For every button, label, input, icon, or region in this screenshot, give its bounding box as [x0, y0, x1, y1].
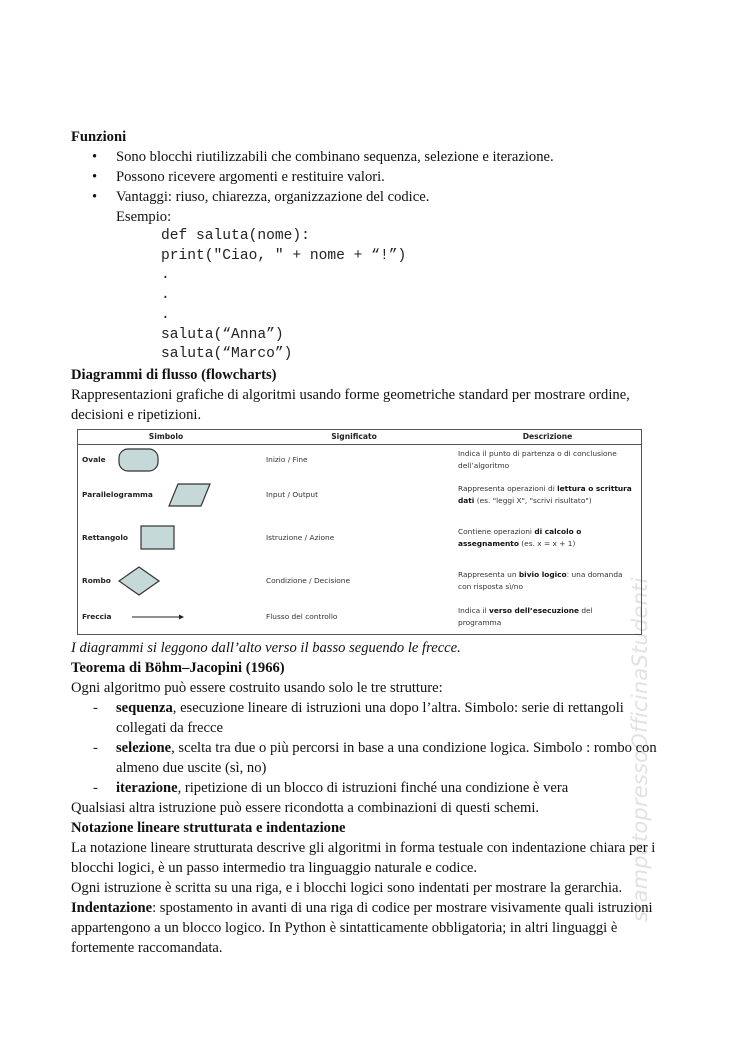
funzioni-bullet-list — [71, 147, 676, 207]
notazione-paragraph-1: La notazione lineare strutturata descrive gli algoritmi in forma testuale con indentazione chiara per i blocchi logici, è un passo intermedio tra linguaggio naturale e codice. — [71, 839, 656, 876]
code-line: . — [161, 287, 170, 304]
symbol-description: Indica il punto di partenza o di conclusione dell’algoritmo — [458, 449, 617, 471]
symbol-name: Ovale — [82, 455, 106, 465]
bohm-intro: Ogni algoritmo può essere costruito usando solo le tre strutture: — [71, 679, 443, 696]
flowcharts-note: I diagrammi si leggono dall’alto verso il basso seguendo le frecce. — [71, 639, 461, 656]
code-line: saluta(“Anna”) — [161, 326, 284, 343]
symbol-meaning: Flusso del controllo — [266, 611, 338, 621]
symbol-meaning: Input / Output — [266, 489, 318, 499]
flowchart-symbols-table — [77, 429, 642, 635]
table-row — [78, 444, 642, 476]
bullet-item: • Possono ricevere argomenti e restituire valori. — [71, 167, 676, 187]
symbol-name: Rombo — [82, 575, 111, 585]
symbol-meaning: Inizio / Fine — [266, 455, 308, 465]
code-example — [71, 227, 676, 365]
code-line: . — [161, 306, 170, 323]
rectangle-shape-icon — [140, 525, 176, 551]
document-page — [71, 127, 676, 958]
symbol-description: Indica il verso dell’esecuzione del programma — [458, 605, 593, 627]
arrow-shape-icon — [130, 612, 186, 622]
watermark: stampatopressoOfficinaStudenti — [628, 577, 652, 922]
section-heading-flowcharts: Diagrammi di flusso (flowcharts) — [71, 366, 277, 383]
header-simbolo: Simbolo — [78, 429, 255, 444]
section-heading-bohm-jacopini: Teorema di Böhm–Jacopini (1966) — [71, 659, 285, 676]
section-heading-funzioni: Funzioni — [71, 129, 127, 145]
structure-item-sequenza: - sequenza, esecuzione lineare di istruzioni una dopo l’altra. Simbolo: serie di rettangoli collegati da frecce — [71, 698, 676, 738]
flowcharts-intro: Rappresentazioni grafiche di algoritmi usando forme geometriche standard per mostrare ordine, decisioni e ripetizioni. — [71, 386, 630, 423]
header-descrizione: Descrizione — [454, 429, 642, 444]
table-row — [78, 476, 642, 514]
structure-item-iterazione: - iterazione, ripetizione di un blocco di istruzioni finché una condizione è vera — [71, 778, 676, 798]
oval-shape-icon — [118, 447, 160, 473]
structure-item-selezione: - selezione, scelta tra due o più percorsi in base a una condizione logica. Simbolo : rombo con almeno due uscite (sì, no) — [71, 738, 676, 778]
code-line: saluta(“Marco”) — [161, 346, 293, 363]
table-header-row — [78, 429, 642, 444]
symbol-description: Rappresenta un bivio logico: una domanda con risposta sì/no — [458, 569, 623, 591]
table-row — [78, 562, 642, 600]
notazione-paragraph-2: Ogni istruzione è scritta su una riga, e i blocchi logici sono indentati per mostrare la gerarchia. — [71, 879, 623, 896]
notazione-paragraph-3: Indentazione: spostamento in avanti di una riga di codice per mostrare visivamente quali istruzioni appartengono a un blocco logico. In Python è sintatticamente obbligatoria; in altri linguaggi è fortemente raccomandata. — [71, 899, 653, 956]
bullet-item: • Sono blocchi riutilizzabili che combinano sequenza, selezione e iterazione. — [71, 147, 676, 167]
code-line: print("Ciao, " + nome + “!”) — [161, 247, 407, 264]
symbol-meaning: Condizione / Decisione — [266, 575, 350, 585]
symbol-meaning: Istruzione / Azione — [266, 532, 335, 542]
code-line: def saluta(nome): — [161, 228, 310, 244]
table-row — [78, 600, 642, 635]
example-label: Esempio: — [116, 209, 172, 225]
bohm-outro: Qualsiasi altra istruzione può essere ricondotta a combinazioni di questi schemi. — [71, 799, 540, 816]
structures-list — [71, 698, 676, 798]
parallelogram-shape-icon — [168, 482, 212, 508]
header-significato: Significato — [254, 429, 454, 444]
bullet-item: • Vantaggi: riuso, chiarezza, organizzazione del codice. — [71, 187, 676, 207]
code-line: . — [161, 267, 170, 284]
symbol-description: Rappresenta operazioni di lettura o scrittura dati (es. "leggi X", "scrivi risultato") — [458, 483, 632, 505]
diamond-shape-icon — [118, 565, 162, 597]
table-row — [78, 514, 642, 562]
symbol-name: Parallelogramma — [82, 489, 153, 499]
symbol-description: Contiene operazioni di calcolo o assegnamento (es. x = x + 1) — [458, 526, 582, 548]
symbol-name: Rettangolo — [82, 532, 128, 542]
section-heading-notazione: Notazione lineare strutturata e indentazione — [71, 819, 346, 836]
symbol-name: Freccia — [82, 611, 112, 621]
